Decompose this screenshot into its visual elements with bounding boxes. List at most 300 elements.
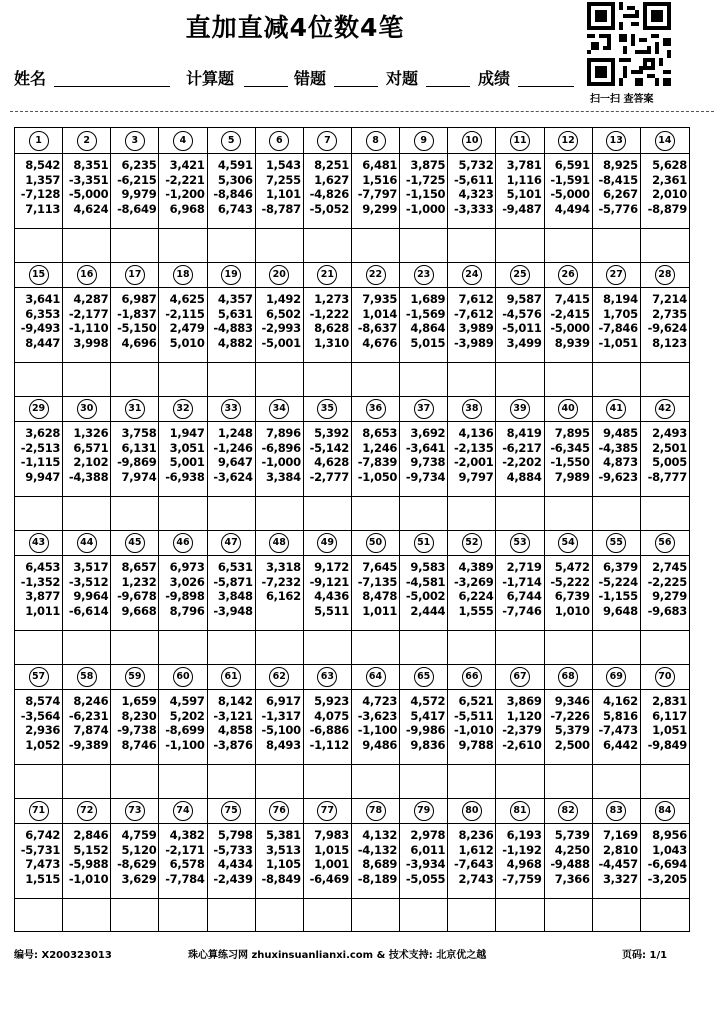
operand: -2,115 [165,306,205,321]
operand: 9,648 [602,603,638,618]
operand: 2,719 [506,560,542,574]
problem-number-cell [545,798,593,823]
answer-cell[interactable] [159,630,207,664]
problem-cell [63,555,111,630]
problem-number-cell [593,262,641,287]
answer-cell[interactable] [400,764,448,798]
wrong-count-field[interactable] [334,86,378,87]
problem-number: 82 [558,801,578,821]
answer-cell[interactable] [352,764,400,798]
problem-cell [448,153,496,228]
answer-cell[interactable] [15,630,63,664]
problem-number-cell [352,396,400,421]
operand-list [304,158,349,216]
operand: -3,623 [357,708,398,723]
problem-cell [400,555,448,630]
operand: 4,382 [169,828,205,842]
problem-number-cell [159,798,207,823]
operand-list [111,426,156,484]
operand: 5,392 [314,426,349,440]
answer-cell[interactable] [593,898,641,932]
operand-list [256,292,301,350]
operand: 6,162 [265,589,301,603]
answer-cell[interactable] [256,496,304,530]
problem-cell [63,287,111,362]
problem-number-cell [208,798,256,823]
answer-cell[interactable] [304,228,352,262]
problem-cell [448,689,496,764]
answer-cell[interactable] [304,630,352,664]
answer-cell[interactable] [208,764,256,798]
operand: -5,011 [502,321,542,335]
operand: -2,135 [454,440,494,455]
problem-cell [400,153,448,228]
problem-number-cell [593,798,641,823]
operand: -9,849 [647,737,687,752]
calc-count-field[interactable] [244,86,288,87]
operand: 4,572 [410,694,446,708]
answer-cell[interactable] [159,362,207,396]
answer-cell[interactable] [63,630,111,664]
operand: 8,493 [265,737,301,752]
operand: 5,923 [314,694,349,708]
answer-cell[interactable] [400,496,448,530]
answer-row [15,764,689,798]
operand: 5,732 [458,158,494,172]
problem-number: 14 [655,131,675,151]
problem-number: 78 [366,801,386,821]
answer-cell[interactable] [63,496,111,530]
problem-number-cell [111,262,159,287]
answer-cell[interactable] [400,362,448,396]
problem-number: 54 [558,533,578,553]
operand: 4,389 [458,560,494,574]
problem-cell [545,153,593,228]
right-count-field[interactable] [426,86,470,87]
answer-cell[interactable] [448,362,496,396]
operand: -9,121 [309,574,349,589]
answer-cell[interactable] [256,630,304,664]
answer-cell[interactable] [352,630,400,664]
operand: 8,925 [602,158,638,172]
operand: -7,473 [598,723,638,737]
answer-cell[interactable] [304,362,352,396]
operand: -1,591 [550,172,590,187]
answer-cell[interactable] [496,764,544,798]
operand: 7,214 [652,292,687,306]
answer-cell[interactable] [496,630,544,664]
problem-cell [400,287,448,362]
operand: 1,052 [25,737,61,752]
problem-cell [208,689,256,764]
operand: -3,641 [405,440,446,455]
problem-number-cell [63,798,111,823]
grid-line [15,153,689,154]
problem-cell [545,823,593,898]
operand: 6,739 [554,589,590,603]
operand: 9,797 [458,469,494,484]
problem-number-cell [304,128,352,153]
answer-cell[interactable] [15,496,63,530]
problem-number: 9 [414,131,434,151]
answer-cell[interactable] [111,764,159,798]
operand: 8,251 [314,158,349,172]
problem-number-cell [400,798,448,823]
operand: 3,877 [25,589,61,603]
operand-list [400,426,445,484]
answer-cell[interactable] [545,228,593,262]
answer-cell[interactable] [159,764,207,798]
operand: 6,353 [25,306,61,321]
operand: 2,743 [458,871,494,886]
operand-list [208,158,253,216]
operand: -1,100 [357,723,398,737]
answer-cell[interactable] [545,764,593,798]
score-field[interactable] [518,86,574,87]
problem-number-cell [496,128,544,153]
operand: 4,628 [314,455,349,469]
problem-cell [304,153,352,228]
answer-cell[interactable] [496,898,544,932]
operand: 9,299 [362,201,398,216]
problem-cell [496,823,544,898]
answer-cell[interactable] [63,764,111,798]
problem-cell [208,153,256,228]
answer-cell[interactable] [15,362,63,396]
operand: 1,014 [362,306,398,321]
problem-number: 63 [317,667,337,687]
operand-list [352,560,397,618]
problem-cell [593,421,641,496]
operand: 6,521 [458,694,494,708]
answer-cell[interactable] [111,630,159,664]
answer-cell[interactable] [641,630,689,664]
problem-number-cell [448,664,496,689]
answer-cell[interactable] [352,228,400,262]
operand: 6,917 [265,694,301,708]
problem-number: 59 [125,667,145,687]
problem-number-cell [496,798,544,823]
operand: 7,169 [602,828,638,842]
operand: 4,597 [169,694,205,708]
operand: 5,202 [169,708,205,723]
problem-cell [641,555,689,630]
operand: -5,000 [550,187,590,201]
operand: 8,246 [73,694,109,708]
answer-cell[interactable] [593,228,641,262]
operand: -5,001 [261,335,301,350]
answer-cell[interactable] [208,228,256,262]
operand: -1,246 [213,440,253,455]
answer-cell[interactable] [545,630,593,664]
answer-cell[interactable] [352,496,400,530]
operand: -5,871 [213,574,253,589]
problem-number-cell [641,798,689,823]
operand-list [111,158,156,216]
operand: -3,333 [454,201,494,216]
answer-cell[interactable] [641,496,689,530]
answer-cell[interactable] [256,764,304,798]
operand: -8,189 [357,871,398,886]
operand: 3,513 [265,842,301,857]
problem-cell [545,421,593,496]
operand: 6,011 [410,842,446,857]
operand: 8,419 [506,426,542,440]
answer-cell[interactable] [641,898,689,932]
answer-cell[interactable] [304,898,352,932]
answer-cell[interactable] [400,898,448,932]
problem-cell [208,823,256,898]
problem-number-cell [256,262,304,287]
problem-number: 32 [173,399,193,419]
operand: -7,759 [502,871,542,886]
answer-cell[interactable] [256,362,304,396]
problem-number-cell [111,128,159,153]
problem-number: 56 [655,533,675,553]
operand: 1,627 [314,172,349,187]
operand: 5,816 [602,708,638,723]
problem-number: 74 [173,801,193,821]
name-field[interactable] [54,86,170,87]
answer-cell[interactable] [159,898,207,932]
problem-number: 68 [558,667,578,687]
answer-cell[interactable] [496,362,544,396]
problem-number: 62 [269,667,289,687]
operand-list [352,426,397,484]
answer-cell[interactable] [208,362,256,396]
operand: 5,628 [652,158,687,172]
answer-cell[interactable] [208,898,256,932]
problem-number-cell [15,664,63,689]
operand: -1,837 [117,306,157,321]
footer-site: 珠心算练习网 zhuxinsuanlianxi.com & 技术支持: 北京优之越 [188,950,487,961]
answer-cell[interactable] [208,630,256,664]
operand: 1,705 [602,306,638,321]
operand: 2,846 [73,828,109,842]
grid-line [15,823,689,824]
answer-cell[interactable] [111,228,159,262]
answer-cell[interactable] [448,228,496,262]
answer-cell[interactable] [400,630,448,664]
operand: -2,221 [165,172,205,187]
problem-row [15,287,689,362]
operand: -1,192 [502,842,542,857]
problem-number-cell [448,128,496,153]
operand-list [400,158,445,216]
problem-row [15,689,689,764]
problem-number: 7 [317,131,337,151]
operand: 1,357 [25,172,61,187]
answer-cell[interactable] [593,630,641,664]
operand: 8,142 [217,694,253,708]
problem-number-cell [15,128,63,153]
answer-cell[interactable] [593,764,641,798]
operand: -1,010 [454,723,494,737]
operand-list [641,292,687,350]
answer-cell[interactable] [256,228,304,262]
operand: 3,692 [410,426,446,440]
answer-cell[interactable] [63,228,111,262]
operand: 6,571 [73,440,109,455]
cut-line [10,111,714,112]
operand-list [208,560,253,618]
operand: -1,000 [405,201,446,216]
operand-list [545,560,590,618]
problem-number-cell [63,128,111,153]
problem-number: 3 [125,131,145,151]
answer-cell[interactable] [496,228,544,262]
operand-list [400,560,445,618]
answer-cell[interactable] [256,898,304,932]
answer-cell[interactable] [208,496,256,530]
problem-cell [593,689,641,764]
answer-cell[interactable] [63,898,111,932]
operand: -1,569 [405,306,446,321]
problem-number: 81 [510,801,530,821]
operand-list [208,694,253,752]
answer-cell[interactable] [545,496,593,530]
number-row [15,262,689,287]
answer-cell[interactable] [352,362,400,396]
answer-cell[interactable] [63,362,111,396]
problem-number: 35 [317,399,337,419]
grid-line [15,555,689,556]
problem-cell [111,421,159,496]
problem-cell [208,555,256,630]
operand-list [256,426,301,484]
problem-number: 39 [510,399,530,419]
operand: 1,011 [362,603,398,618]
operand-list [448,694,493,752]
answer-cell[interactable] [448,898,496,932]
answer-cell[interactable] [304,496,352,530]
problem-number: 23 [414,265,434,285]
answer-cell[interactable] [159,228,207,262]
answer-cell[interactable] [641,228,689,262]
operand-list [352,158,397,216]
answer-cell[interactable] [111,898,159,932]
operand: -8,637 [357,321,398,335]
answer-cell[interactable] [593,362,641,396]
operand: 2,361 [652,172,687,187]
problem-number-cell [400,396,448,421]
problem-number: 22 [366,265,386,285]
operand: -6,614 [68,603,109,618]
operand: -4,457 [598,857,638,871]
answer-cell[interactable] [641,362,689,396]
answer-cell[interactable] [496,496,544,530]
problem-number: 55 [606,533,626,553]
problem-number: 69 [606,667,626,687]
answer-cell[interactable] [448,496,496,530]
problem-number-cell [400,530,448,555]
problem-cell [111,287,159,362]
operand: -1,010 [68,871,109,886]
number-row [15,798,689,823]
answer-cell[interactable] [545,898,593,932]
problem-number-cell [400,664,448,689]
problem-number-cell [545,262,593,287]
operand: 4,357 [217,292,253,306]
problem-row [15,153,689,228]
operand: -2,610 [502,737,542,752]
number-row [15,664,689,689]
problem-cell [256,153,304,228]
operand: -7,846 [598,321,638,335]
operand: -2,202 [502,455,542,469]
answer-cell[interactable] [111,362,159,396]
name-label: 姓名 [14,69,47,88]
answer-cell[interactable] [400,228,448,262]
answer-cell[interactable] [15,764,63,798]
problem-number-cell [593,128,641,153]
operand-list [641,426,687,484]
problem-cell [496,689,544,764]
operand: -2,415 [550,306,590,321]
operand: 1,516 [362,172,398,187]
operand: 6,267 [602,187,638,201]
operand: 3,384 [265,469,301,484]
operand: -9,488 [550,857,590,871]
problem-cell [15,153,63,228]
answer-cell[interactable] [593,496,641,530]
problem-cell [448,287,496,362]
problem-cell [400,421,448,496]
operand-list [641,560,687,618]
problem-number: 66 [462,667,482,687]
operand: -4,385 [598,440,638,455]
operand: -8,879 [647,201,687,216]
footer-code: 编号: X200323013 [14,950,112,961]
answer-cell[interactable] [15,228,63,262]
operand: 3,327 [602,871,638,886]
problem-cell [593,823,641,898]
operand: 2,936 [25,723,61,737]
grid-line [15,764,689,765]
operand: 5,010 [169,335,205,350]
problem-number: 8 [366,131,386,151]
operand: 1,612 [458,842,494,857]
operand-list [304,426,349,484]
problem-number: 71 [29,801,49,821]
problem-cell [641,689,689,764]
operand-list [593,828,638,886]
problem-number-cell [63,262,111,287]
operand-list [352,694,397,752]
answer-cell[interactable] [352,898,400,932]
answer-cell[interactable] [448,630,496,664]
problem-number: 36 [366,399,386,419]
answer-cell[interactable] [15,898,63,932]
answer-cell[interactable] [111,496,159,530]
operand-list [593,158,638,216]
answer-cell[interactable] [159,496,207,530]
operand: -7,784 [165,871,205,886]
problem-cell [496,555,544,630]
operand: -1,222 [309,306,349,321]
operand: 5,417 [410,708,446,723]
answer-cell[interactable] [448,764,496,798]
problem-number: 80 [462,801,482,821]
problem-cell [593,555,641,630]
answer-cell[interactable] [641,764,689,798]
operand-list [593,426,638,484]
answer-cell[interactable] [304,764,352,798]
answer-cell[interactable] [545,362,593,396]
operand: 9,172 [314,560,349,574]
operand: 8,653 [362,426,398,440]
problem-number: 13 [606,131,626,151]
